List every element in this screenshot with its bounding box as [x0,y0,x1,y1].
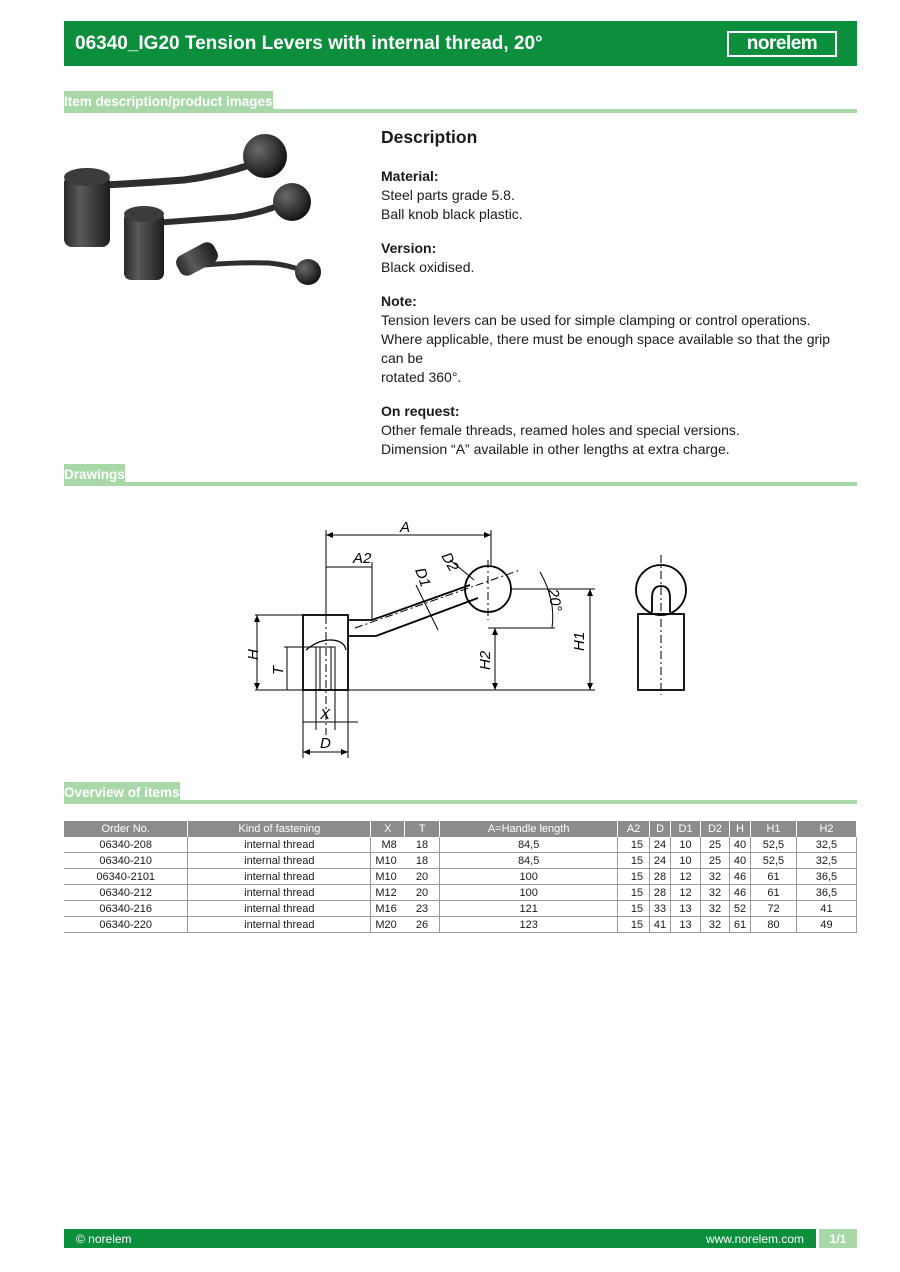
table-cell: M10 [371,853,405,869]
column-header: A=Handle length [440,821,618,837]
section-title: Item description/product images [64,91,273,113]
page-title: 06340_IG20 Tension Levers with internal thread, 20° [75,32,543,54]
dimension-label: D [320,735,331,752]
table-cell: 06340-2101 [64,869,188,885]
table-cell: 13 [671,901,701,917]
column-header: D2 [701,821,730,837]
table-cell: internal thread [188,901,371,917]
description-heading: Description [381,127,478,147]
table-cell: 84,5 [440,837,618,853]
table-cell: 20 [405,885,440,901]
table-cell: 61 [751,869,797,885]
version-label: Version: [381,240,437,256]
page-number: 1/1 [819,1229,857,1248]
section-divider [64,800,857,804]
table-cell: 06340-216 [64,901,188,917]
dimension-label: X [320,706,331,723]
on-request-block [381,402,851,459]
table-cell: internal thread [188,837,371,853]
table-cell: 61 [751,885,797,901]
table-cell: 15 [618,869,650,885]
material-label: Material: [381,168,439,184]
version-line: Black oxidised. [381,259,475,275]
table-cell: 25 [701,853,730,869]
dimension-label: T [270,665,287,675]
table-cell: 32,5 [796,837,856,853]
table-row [64,917,857,933]
table-cell: M12 [371,885,405,901]
section-divider [64,482,857,486]
column-header: D1 [671,821,701,837]
material-block [381,167,851,224]
table-cell: 121 [440,901,618,917]
table-cell: 100 [440,869,618,885]
material-line: Steel parts grade 5.8. [381,187,515,203]
table-cell: 32 [701,869,730,885]
table-cell: 06340-220 [64,917,188,933]
table-cell: 80 [751,917,797,933]
on-request-label: On request: [381,403,460,419]
table-cell: 61 [730,917,751,933]
footer-bar [64,1229,816,1248]
dimension-label: 20° [544,587,565,614]
table-cell: internal thread [188,885,371,901]
section-overview [64,782,857,804]
version-block [381,239,851,277]
page-header [64,21,857,66]
table-cell: 100 [440,885,618,901]
table-cell: 18 [405,853,440,869]
table-cell: 23 [405,901,440,917]
table-cell: 18 [405,837,440,853]
table-cell: 32 [701,901,730,917]
table-cell: 15 [618,901,650,917]
table-cell: 36,5 [796,869,856,885]
table-cell: 49 [796,917,856,933]
table-cell: 84,5 [440,853,618,869]
table-cell: 15 [618,885,650,901]
column-header: X [371,821,405,837]
table-cell: internal thread [188,917,371,933]
note-line: rotated 360°. [381,369,462,385]
dimension-label: A2 [353,550,372,567]
table-cell: 52 [730,901,751,917]
material-line: Ball knob black plastic. [381,206,523,222]
on-request-line: Other female threads, reamed holes and special versions. [381,422,740,438]
column-header: H [730,821,751,837]
table-cell: 52,5 [751,837,797,853]
table-cell: 28 [650,869,671,885]
table-row [64,837,857,853]
table-cell: M8 [371,837,405,853]
on-request-line: Dimension “A” available in other lengths at extra charge. [381,441,730,457]
column-header: A2 [618,821,650,837]
dimension-label: H2 [477,650,494,670]
table-cell: internal thread [188,869,371,885]
table-cell: 40 [730,837,751,853]
table-cell: 41 [796,901,856,917]
table-cell: 28 [650,885,671,901]
dimension-label: A [400,519,411,536]
table-cell: internal thread [188,853,371,869]
note-line: Tension levers can be used for simple clamping or control operations. [381,312,811,328]
column-header: Kind of fastening [188,821,371,837]
table-cell: 32 [701,885,730,901]
table-cell: 13 [671,917,701,933]
table-cell: 32,5 [796,853,856,869]
table-cell: 20 [405,869,440,885]
table-cell: 24 [650,853,671,869]
note-label: Note: [381,293,417,309]
table-cell: M20 [371,917,405,933]
table-cell: M16 [371,901,405,917]
column-header: H2 [796,821,856,837]
norelem-logo: norelem [727,31,837,57]
table-cell: 123 [440,917,618,933]
table-cell: 06340-212 [64,885,188,901]
column-header: T [405,821,440,837]
copyright-text: © norelem [76,1231,132,1246]
section-title: Drawings [64,464,125,486]
page-footer [64,1229,857,1248]
table-row [64,869,857,885]
table-cell: 15 [618,917,650,933]
table-cell: 33 [650,901,671,917]
note-line: Where applicable, there must be enough space available so that the grip can be [381,331,831,366]
table-cell: 52,5 [751,853,797,869]
table-cell: 72 [751,901,797,917]
table-cell: 46 [730,869,751,885]
table-row [64,885,857,901]
table-cell: 10 [671,853,701,869]
table-cell: 46 [730,885,751,901]
section-item-description [64,91,857,113]
table-cell: 25 [701,837,730,853]
dimension-label: D2 [437,549,462,575]
dimension-label: D1 [411,565,434,590]
table-row [64,901,857,917]
items-table [64,821,857,933]
column-header: H1 [751,821,797,837]
table-cell: 12 [671,869,701,885]
table-cell: 15 [618,853,650,869]
table-row [64,853,857,869]
table-cell: 15 [618,837,650,853]
table-cell: 24 [650,837,671,853]
dimension-label: H [245,649,262,660]
table-cell: 06340-210 [64,853,188,869]
table-cell: 06340-208 [64,837,188,853]
table-cell: 26 [405,917,440,933]
product-image [64,125,326,295]
section-drawings [64,464,857,486]
table-cell: 40 [730,853,751,869]
table-cell: 41 [650,917,671,933]
table-cell: 32 [701,917,730,933]
section-title: Overview of items [64,782,180,804]
note-block [381,292,851,387]
dimension-label: H1 [571,631,588,651]
technical-drawing [236,510,716,770]
table-header-row [64,821,857,837]
description-panel [381,128,851,474]
table-cell: M10 [371,869,405,885]
website-link[interactable]: www.norelem.com [705,1231,804,1246]
column-header: Order No. [64,821,188,837]
table-cell: 36,5 [796,885,856,901]
column-header: D [650,821,671,837]
table-cell: 12 [671,885,701,901]
table-cell: 10 [671,837,701,853]
